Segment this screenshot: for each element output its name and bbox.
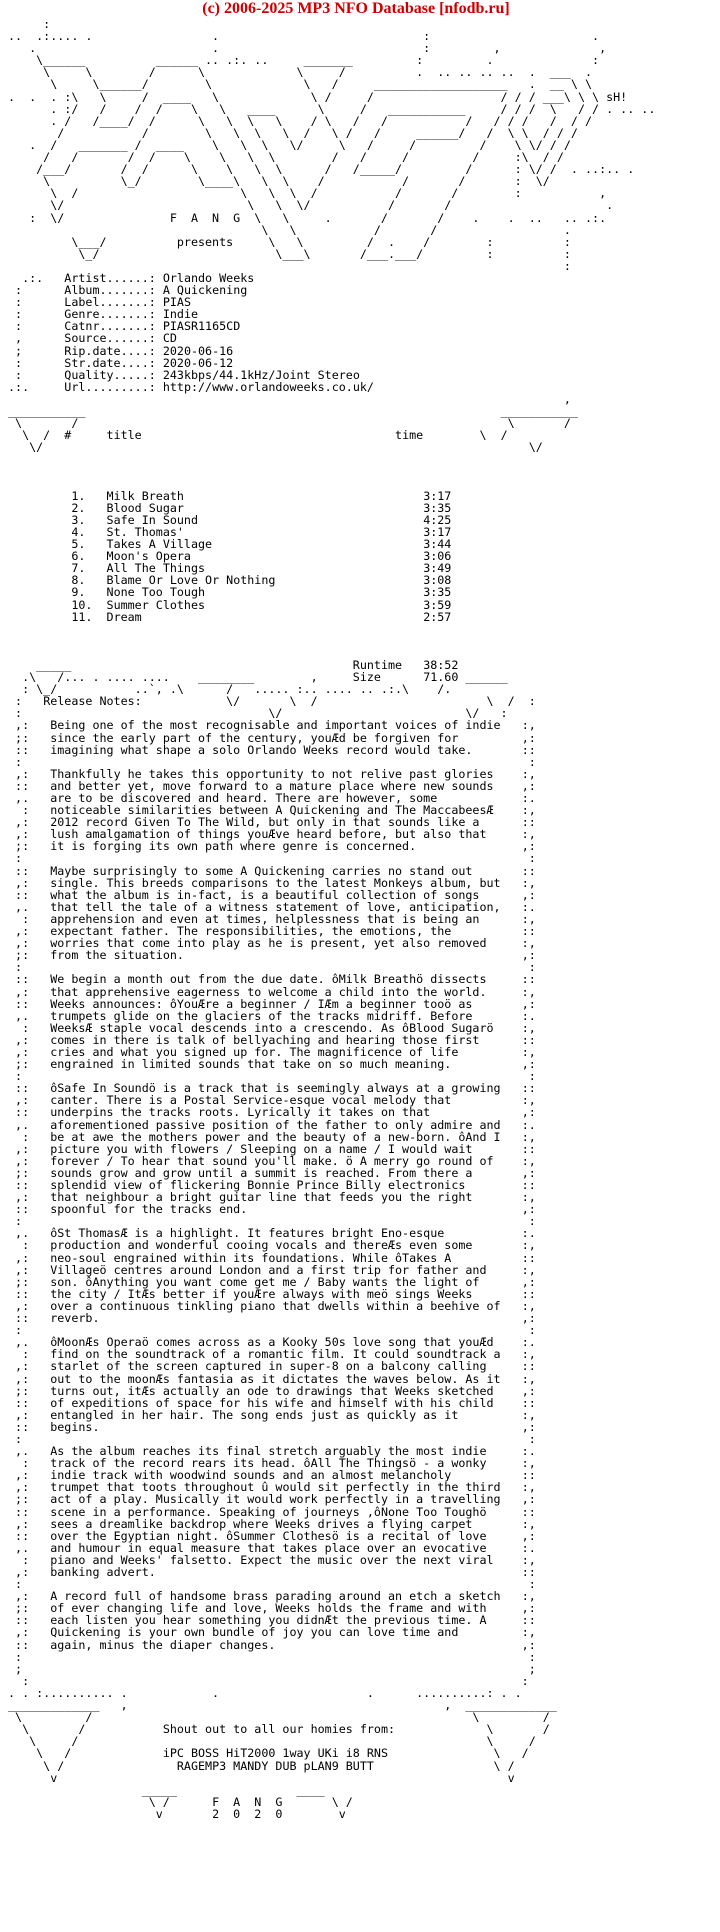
track-time: 3:17 <box>423 488 452 503</box>
track-time: 3:49 <box>423 561 452 576</box>
release-notes-line: out to the moonÆs fantasia as it dictates the waves below. As it <box>50 1371 501 1386</box>
release-notes-paragraph: ,: A record full of handsome brass parading around an etch a sketch :, ;: of ever changing life and love, Weeks holds the frame and with ,: :: each listen you hear something you didnÆt the previous time. A :: ,: Quickening is your own bundle of joy you can love time and :, :: again, minus the diaper changes. ,: <box>8 1589 536 1652</box>
info-label-genre: Genre.......: <box>64 307 156 322</box>
release-notes-line: and humour in equal measure that takes place over an evocative <box>50 1540 487 1555</box>
track-number: 5. <box>71 537 107 552</box>
info-value-album: A Quickening <box>162 283 248 298</box>
release-notes-line: As the album reaches its final stretch arguably the most indie <box>50 1444 487 1459</box>
info-label-artist: Artist......: <box>64 270 156 285</box>
track-row <box>8 610 451 624</box>
signature-name: F A N G <box>212 1794 283 1809</box>
release-notes-line: splendid view of flickering Bonnie Prince Billy electronics <box>50 1178 466 1192</box>
tracklist-header-title: title <box>106 428 142 443</box>
release-notes-paragraph: ,: Thankfully he takes this opportunity to not relive past glories :, :: and better yet, move forward to a mature place where new sounds ,: ,. are to be discovered and heard. There are however, some :. : noticeable similarities between A Quickening and The MaccabeesÆ :, ,: 2012 record Given To The Wild, but only in that sounds like a :: ,: lush amalgamation of things youÆve heard before, but also that :, ;: it is forging its own path where genre is concerned. ,: <box>8 766 536 854</box>
release-notes-line: it is forging its own path where genre is concerned. <box>50 839 417 854</box>
release-notes-line: ôSt ThomasÆ is a highlight. It features bright Eno-esque <box>50 1226 445 1241</box>
signature-year: 2 0 2 0 <box>212 1806 283 1821</box>
track-number: 1. <box>71 488 107 503</box>
track-time: 3:35 <box>423 585 452 600</box>
release-notes-line: and better yet, move forward to a mature place where new sounds <box>50 778 494 793</box>
size-label: Size <box>352 670 381 685</box>
release-notes-line: begins. <box>50 1419 100 1434</box>
track-time: 3:44 <box>423 537 452 552</box>
track-time: 3:06 <box>423 549 452 564</box>
track-title: Summer Clothes <box>106 597 424 612</box>
release-notes-line: banking advert. <box>50 1565 156 1579</box>
info-value-catnr: PIASR1165CD <box>162 319 241 334</box>
track-title: Blood Sugar <box>106 500 424 515</box>
release-notes-line: sounds grow and grow until a summit is reached. From there a <box>50 1165 473 1180</box>
release-notes-paragraph: :: We begin a month out from the due date. ôMilk Breathö dissects :: ,: that apprehensive eagerness to welcome a child into the world. :, :: Weeks announces: ôYouÆre a beginner / IÆm a beginner tooö as ,: ,. trumpets glide on the glaciers of the tracks midriff. Before :. : WeeksÆ staple vocal descends into a crescendo. As ôBlood Sugarö :, ,: comes in there is talk of bellyaching and hearing those first :: ,: cries and what you signed up for. The magnificence of life :, ;: engrained in limited sounds that take on so much meaning. ,: <box>8 972 536 1072</box>
release-notes-line: WeeksÆ staple vocal descends into a crescendo. As ôBlood Sugarö <box>50 1020 494 1035</box>
release-notes-paragraph: ,. As the album reaches its final stretch arguably the most indie :. : track of the record rears its head. ôAll The Thingsö - a wonky :, ,: indie track with woodwind sounds and an almost melancholy :: ,: trumpet that toots throughout û would sit perfectly in the third :, ;: act of a play. Musically it would work perfectly in a travelling ,: :: scene in a performance. Speaking of journeys ,ôNone Too Toughö :: ,: sees a dreamlike backdrop where Weeks drives a flying carpet :, :: over the Egyptian night. ôSummer Clothesö is a recital of love ,: ,. and humour in equal measure that takes place over an evocative :. : piano and Weeks' falsetto. Expect the music over the next viral :, ,: banking advert. :: <box>8 1444 536 1579</box>
track-number: 9. <box>71 585 107 600</box>
track-number: 2. <box>71 500 107 515</box>
track-title: Dream <box>106 609 424 624</box>
info-label-url: Url.........: <box>64 379 156 394</box>
track-number: 3. <box>71 512 107 527</box>
release-notes-line: A record full of handsome brass parading around an etch a sketch <box>50 1589 501 1604</box>
tracklist-header-time: time <box>395 428 424 443</box>
release-notes-line: track of the record rears its head. ôAll The Thingsö - a wonky <box>50 1456 487 1471</box>
info-value-url: http://www.orlandoweeks.co.uk/ <box>162 379 374 394</box>
track-number: 4. <box>71 524 107 539</box>
track-time: 3:59 <box>423 597 452 612</box>
shout-out-text: Shout out to all our homies from: <box>162 1722 396 1737</box>
release-notes-line: son. ôAnything you want come get me / Baby wants the light of <box>50 1274 480 1289</box>
release-notes-line: cries and what you signed up for. The magnificence of life <box>50 1044 459 1059</box>
release-notes-line: ôSafe In Soundö is a track that is seemingly always at a growing <box>50 1081 501 1096</box>
release-notes-line: be at awe the mothers power and the beauty of a new-born. ôAnd I <box>50 1129 501 1144</box>
release-notes-line: comes in there is talk of bellyaching and hearing those first <box>50 1032 480 1047</box>
info-value-source: CD <box>162 331 177 346</box>
release-notes-line: spoonful for the tracks end. <box>50 1202 248 1217</box>
release-notes-paragraph: :: Maybe surprisingly to some A Quickening carries no stand out :: ,: single. This breeds comparisons to the latest Monkeys album, but :, :: what the album is in-fact, is a beautiful collection of songs ,: ,. that tell the tale of a witness statement of love, anticipation, :. : apprehension and even at times, helplessness that is being an :, ,: expectant father. The responsibilities, the emotions, the :: ,: worries that come into play as he is present, yet also removed :, ;: from the situation. ,: <box>8 863 536 963</box>
release-notes-line: canter. There is a Postal Service-esque vocal melody that <box>50 1093 452 1108</box>
info-label-source: Source......: <box>64 331 156 346</box>
track-title: Moon's Opera <box>106 549 424 564</box>
groups-line-2: RAGEMP3 MANDY DUB pLAN9 BUTT <box>176 1758 374 1773</box>
info-label-album: Album.......: <box>64 283 156 298</box>
release-notes-line: lush amalgamation of things youÆve heard before, but also that <box>50 827 487 842</box>
info-value-artist: Orlando Weeks <box>162 270 255 285</box>
track-number: 11. <box>71 609 107 624</box>
track-time: 4:25 <box>423 512 452 527</box>
runtime-label: Runtime <box>352 657 403 672</box>
release-notes-line: apprehension and even at times, helplessness that is being an <box>50 911 480 926</box>
release-notes-line: are to be discovered and heard. There are however, some <box>50 791 438 805</box>
release-notes-line: We begin a month out from the due date. ôMilk Breathö dissects <box>50 972 487 987</box>
track-title: All The Things <box>106 561 424 576</box>
track-title: Milk Breath <box>106 488 424 503</box>
info-value-label: PIAS <box>162 295 191 310</box>
release-notes-line: aforementioned passive position of the father to only admire and <box>50 1117 501 1132</box>
release-notes-line: what the album is in-fact, is a beautiful collection of songs <box>50 887 480 902</box>
release-notes-line: sees a dreamlike backdrop where Weeks drives a flying carpet <box>50 1516 473 1531</box>
track-time: 2:57 <box>423 609 452 624</box>
info-label-ripdate: Rip.date....: <box>64 343 156 358</box>
info-value-strdate: 2020-06-12 <box>162 355 234 370</box>
track-number: 7. <box>71 561 107 576</box>
track-number: 10. <box>71 597 107 612</box>
release-notes-line: of ever changing life and love, Weeks holds the frame and with <box>50 1601 487 1616</box>
track-number: 8. <box>71 573 107 588</box>
track-title: Takes A Village <box>106 537 424 552</box>
track-title: Blame Or Love Or Nothing <box>106 573 424 588</box>
release-notes-line: Thankfully he takes this opportunity to not relive past glories <box>50 766 494 781</box>
release-notes-paragraph: ,. ôSt ThomasÆ is a highlight. It features bright Eno-esque :. : production and wonderful cooing vocals and thereÆs even some :, ,: neo-soul engrained within its foundations. While ôTakes A :: ,: Villageö centres around London and a first trip for father and :, ;: son. ôAnything you want come get me / Baby wants the light of ,: :: the city / ItÆs better if youÆre always with meö sings Weeks :: ,: over a continuous tinkling piano that dwells within a beehive of :, :: reverb. ,: <box>8 1226 536 1326</box>
release-notes-paragraph: ,: Being one of the most recognisable and important voices of indie :, ;: since the early part of the century, youÆd be forgiven for ,: :: imagining what shape a solo Orlando Weeks record would take. :: <box>8 718 536 757</box>
release-notes-line: scene in a performance. Speaking of journeys ,ôNone Too Toughö <box>50 1504 487 1519</box>
release-notes-line: production and wonderful cooing vocals and thereÆs even some <box>50 1238 473 1253</box>
release-notes-line: the city / ItÆs better if youÆre always with meö sings Weeks <box>50 1286 473 1301</box>
info-label-strdate: Str.date....: <box>64 355 156 370</box>
release-notes-line: starlet of the screen captured in super-8 on a balcony calling <box>50 1359 487 1374</box>
runtime-value: 38:52 <box>423 657 459 672</box>
info-value-quality: 243kbps/44.1kHz/Joint Stereo <box>162 367 360 382</box>
release-notes-line: picture you with flowers / Sleeping on a name / I would wait <box>50 1141 473 1156</box>
release-notes-line: Weeks announces: ôYouÆre a beginner / IÆm a beginner tooö as <box>50 996 473 1011</box>
track-title: St. Thomas' <box>106 524 424 539</box>
release-notes-line: that tell the tale of a witness statement of love, anticipation, <box>50 899 501 914</box>
release-notes-line: worries that come into play as he is present, yet also removed <box>50 936 487 951</box>
release-notes-paragraph: ,. ôMoonÆs Operaö comes across as a Kooky 50s love song that youÆd :. : find on the soundtrack of a romantic film. It could soundtrack a :, ,: starlet of the screen captured in super-8 on a balcony calling :: ,: out to the moonÆs fantasia as it dictates the waves below. As it :, ;: turns out, itÆs actually an ode to drawings that Weeks sketched ,: :: of expeditions of space for his wife and himself with his child :: ,: entangled in her hair. The song ends just as quickly as it :, :: begins. ,: <box>8 1335 536 1434</box>
release-notes-line: neo-soul engrained within its foundations. While ôTakes A <box>50 1250 452 1265</box>
groups-line-1: iPC BOSS HiT2000 1way UKi i8 RNS <box>162 1746 388 1761</box>
release-notes-line: Maybe surprisingly to some A Quickening carries no stand out <box>50 863 473 878</box>
release-notes-line: over the Egyptian night. ôSummer Clothesö is a recital of love <box>50 1528 487 1543</box>
release-notes-line: trumpets glide on the glaciers of the tracks midriff. Before <box>50 1008 473 1023</box>
release-notes-line: 2012 record Given To The Wild, but only in that sounds like a <box>50 815 480 830</box>
copyright-header: (c) 2006-2025 MP3 NFO Database [nfodb.ru] <box>202 0 510 17</box>
release-notes-line: trumpet that toots throughout û would sit perfectly in the third <box>50 1480 501 1495</box>
track-title: None Too Tough <box>106 585 424 600</box>
info-label-catnr: Catnr.......: <box>64 319 156 334</box>
info-value-genre: Indie <box>162 307 199 322</box>
tracklist-header-number: # <box>64 428 72 443</box>
release-notes-line: over a continuous tinkling piano that dwells within a beehive of <box>50 1298 501 1313</box>
release-notes-paragraph: :: ôSafe In Soundö is a track that is seemingly always at a growing :: ,: canter. There is a Postal Service-esque vocal melody that :, :: underpins the tracks roots. Lyrically it takes on that ,: ,. aforementioned passive position of the father to only admire and :. : be at awe the mothers power and the beauty of a new-born. ôAnd I :, ,: picture you with flowers / Sleeping on a name / I would wait :: ,: forever / To hear that sound you'll make. ö A merry go round of :, ;: sounds grow and grow until a summit is reached. From there a ,: :: splendid view of flickering Bonnie Prince Billy electronics :: ,: that neighbour a bright guitar line that feeds you the right :, :: spoonful for the tracks end. ,: <box>8 1081 536 1217</box>
release-notes-line: imagining what shape a solo Orlando Weeks record would take. <box>50 742 473 757</box>
track-time: 3:35 <box>423 500 452 515</box>
track-title: Safe In Sound <box>106 512 424 527</box>
release-notes-line: engrained in limited sounds that take on so much meaning. <box>50 1057 452 1072</box>
release-notes-line: reverb. <box>50 1311 100 1326</box>
track-time: 3:17 <box>423 524 452 539</box>
release-notes-line: Quickening is your own bundle of joy you can love time and <box>50 1625 459 1640</box>
release-notes-line: entangled in her hair. The song ends just as quickly as it <box>50 1407 459 1422</box>
release-notes-heading: Release Notes: <box>43 694 142 709</box>
size-value: 71.60 <box>423 670 459 685</box>
release-notes-line: from the situation. <box>50 948 184 963</box>
release-notes-line: forever / To hear that sound you'll make. ö A merry go round of <box>50 1153 494 1168</box>
release-notes-line: that apprehensive eagerness to welcome a child into the world. <box>50 984 487 999</box>
release-notes-line: piano and Weeks' falsetto. Expect the music over the next viral <box>50 1552 494 1567</box>
info-label-quality: Quality.....: <box>64 367 156 382</box>
release-notes-line: since the early part of the century, youÆd be forgiven for <box>50 730 459 745</box>
release-notes-line: again, minus the diaper changes. <box>50 1637 276 1652</box>
release-notes-line: act of a play. Musically it would work perfectly in a travelling <box>50 1492 501 1507</box>
info-value-ripdate: 2020-06-16 <box>162 343 234 358</box>
nfo-text: : .. .:.... . . : . . . : , , \______ ______ .. .:. .. _______ : . : \ \ / \ \ / . .. .. .. .. . ___ . \ \______/ \ \ / ___________________ . __ \ \ . . . :\ \ / ____ \ \ / / / / / ___\ \ \ sH! . :/ / / / \ \ ____ \ / ___________ / / / \ / / . .. .. . / /____/ / \ \ \ \ / \ / / / / / / / / / / / \ \ \ \ / \ / / ______/ / \ \ / / / . / _______ / ____ \ \ \ \/ \ / / / \ \/ / / / / / / \ \ \ \ / / / / :\ / / /___/ / / \ \ \ \ / /_____/ / : \/ / . ..:.. . \ \_/ \____\ \ \ / / / : \/ \ / \ \ \ / / / : , \/ \ \ \/ / / . : \/ F A N G \ \ . / / . . .. .. .:. \ \ / / . \___/ presents \ \ / . / : : \_/ \___\ /___.___/ : : : .:. Artist......: Orlando Weeks : Album.......: A Quickening : Label.......: PIAS : Genre.......: Indie : Catnr.......: PIASR1165CD , Source......: CD ; Rip.date....: 2020-06-16 : Str.date....: 2020-06-12 : Quality.....: 243kbps/44.1kHz/Joint Stereo .:. Url.........: http://www.orlandoweeks.co.uk/ , ___________ ___________ \ / \ / \ / # title time \ / \/ \/ 1. Milk Breath 3:17 2. Blood Sugar 3:35 3. Safe In Sound 4:25 4. St. Thomas' 3:17 5. Takes A Village 3:44 6. Moon's Opera 3:06 7. All The Things 3:49 8. Blame Or Love Or Nothing 3:08 9. None Too Tough 3:35 10. Summer Clothes 3:59 11. Dream 2:57 _____ Runtime 38:52 .\ /... . .... .... ________ , Size 71.60 ______ : \_/ ..`, .\ / ..... :.. .... .. .:.\ /. : Release Notes: \/ \ / \ / : : \/ \/ : ,: Being one of the most recognisable and important voices of indie :, ;: since the early part of the century, youÆd be forgiven for ,: :: imagining what shape a solo Orlando Weeks record would take. :: : : ,: Thankfully he takes this opportunity to not relive past glories :, :: and better yet, move forward to a mature place where new sounds ,: ,. are to be discovered and heard. There are however, some :. : noticeable similarities between A Quickening and The MaccabeesÆ :, ,: 2012 record Given To The Wild, but only in that sounds like a :: ,: lush amalgamation of things youÆve heard before, but also that :, ;: it is forging its own path where genre is concerned. ,: : : :: Maybe surprisingly to some A Quickening carries no stand out :: ,: single. This breeds comparisons to the latest Monkeys album, but :, :: what the album is in-fact, is a beautiful collection of songs ,: ,. that tell the tale of a witness statement of love, anticipation, :. : apprehension and even at times, helplessness that is being an :, ,: expectant father. The responsibilities, the emotions, the :: ,: worries that come into play as he is present, yet also removed :, ;: from the situation. ,: : : :: We begin a month out from the due date. ôMilk Breathö dissects :: ,: that apprehensive eagerness to welcome a child into the world. :, :: Weeks announces: ôYouÆre a beginner / IÆm a beginner tooö as ,: ,. trumpets glide on the glaciers of the tracks midriff. Before :. : WeeksÆ staple vocal descends into a crescendo. As ôBlood Sugarö :, ,: comes in there is talk of bellyaching and hearing those first :: ,: cries and what you signed up for. The magnificence of life :, ;: engrained in limited sounds that take on so much meaning. ,: : : :: ôSafe In Soundö is a track that is seemingly always at a growing :: ,: canter. There is a Postal Service-esque vocal melody that :, :: underpins the tracks roots. Lyrically it takes on that ,: ,. aforementioned passive position of the father to only admire and :. : be at awe the mothers power and the beauty of a new-born. ôAnd I :, ,: picture you with flowers / Sleeping on a name / I would wait :: ,: forever / To hear that sound you'll make. ö A merry go round of :, ;: sounds grow and grow until a summit is reached. From there a ,: :: splendid view of flickering Bonnie Prince Billy electronics :: ,: that neighbour a bright guitar line that feeds you the right :, :: spoonful for the tracks end. ,: : : ,. ôSt ThomasÆ is a highlight. It features bright Eno-esque :. : production and wonderful cooing vocals and thereÆs even some :, ,: neo-soul engrained within its foundations. While ôTakes A :: ,: Villageö centres around London and a first trip for father and :, ;: son. ôAnything you want come get me / Baby wants the light of ,: :: the city / ItÆs better if youÆre always with meö sings Weeks :: ,: over a continuous tinkling piano that dwells within a beehive of :, :: reverb. ,: : : ,. ôMoonÆs Operaö comes across as a Kooky 50s love song that youÆd :. : find on the soundtrack of a romantic film. It could soundtrack a :, ,: starlet of the screen captured in super-8 on a balcony calling :: ,: out to the moonÆs fantasia as it dictates the waves below. As it :, ;: turns out, itÆs actually an ode to drawings that Weeks sketched ,: :: of expeditions of space for his wife and himself with his child :: ,: entangled in her hair. The song ends just as quickly as it :, :: begins. ,: : : ,. As the album reaches its final stretch arguably the most indie :. : track of the record rears its head. ôAll The Thingsö - a wonky :, ,: indie track with woodwind sounds and an almost melancholy :: ,: trumpet that toots throughout û would sit perfectly in the third :, ;: act of a play. Musically it would work perfectly in a travelling ,: :: scene in a performance. Speaking of journeys ,ôNone Too Toughö :: ,: sees a dreamlike backdrop where Weeks drives a flying carpet :, :: over the Egyptian night. ôSummer Clothesö is a recital of love ,: ,. and humour in equal measure that takes place over an evocative :. : piano and Weeks' falsetto. Expect the music over the next viral :, ,: banking advert. :: : : ,: A record full of handsome brass parading around an etch a sketch :, ;: of ever changing life and love, Weeks holds the frame and with ,: :: each listen you hear something you didnÆt the previous time. A :: ,: Quickening is your own bundle of joy you can love time and :, :: again, minus the diaper changes. ,: : : ; ; : : . . :.......... . . . ..........: . . _____________ , , _____________ \ / \ / \ / Shout out to all our homies from: \ / \ / \ / \ / iPC BOSS HiT2000 1way UKi i8 RNS \ / \ / RAGEMP3 MANDY DUB pLAN9 BUTT \ / v v _____ ____ \ / F A N G \ / v 2 0 2 0 v <box>8 17 656 1821</box>
release-notes-line: Villageö centres around London and a first trip for father and <box>50 1262 487 1277</box>
info-label-label: Label.......: <box>64 295 156 310</box>
release-notes-line: single. This breeds comparisons to the latest Monkeys album, but <box>50 875 501 890</box>
release-notes-line: expectant father. The responsibilities, the emotions, the <box>50 924 452 939</box>
release-notes-line: of expeditions of space for his wife and himself with his child <box>50 1395 494 1410</box>
fang-ascii-logo: : .. .:.... . . : . . . : , , \______ ______ .. .:. .. _______ : . : \ \ / \ \ / . .. .. .. .. . ___ . \ \______/ \ \ / ___________________ . __ \ \ . . . :\ \ / ____ \ \ / / / / / ___\ \ \ sH! . :/ / / / \ \ ____ \ / ___________ / / / \ / / . .. .. . / /____/ / \ \ \ \ / \ / / / / / / / / / / / \ \ \ \ / \ / / ______/ / \ \ / / / . / _______ / ____ \ \ \ \/ \ / / / \ \/ / / / / / / \ \ \ \ / / / / :\ / / /___/ / / \ \ \ \ / /_____/ / : \/ / . ..:.. . \ \_/ \____\ \ \ / / / : \/ \ / \ \ \ / / / : , \/ \ \ \/ / / . : \/ F A N G \ \ . / / . . .. .. .:. \ \ / / . \___/ presents \ \ / . / : : \_/ \___\ /___.___/ : : : <box>8 17 656 273</box>
release-notes-line: Being one of the most recognisable and important voices of indie <box>50 718 501 733</box>
release-notes-line: indie track with woodwind sounds and an almost melancholy <box>50 1468 452 1483</box>
track-number: 6. <box>71 549 107 564</box>
release-notes-line: ôMoonÆs Operaö comes across as a Kooky 50s love song that youÆd <box>50 1335 494 1350</box>
release-notes-line: underpins the tracks roots. Lyrically it takes on that <box>50 1105 431 1120</box>
track-time: 3:08 <box>423 573 452 588</box>
release-notes-line: turns out, itÆs actually an ode to drawings that Weeks sketched <box>50 1383 494 1398</box>
release-notes-line: each listen you hear something you didnÆt the previous time. A <box>50 1613 487 1628</box>
release-notes-line: that neighbour a bright guitar line that feeds you the right <box>50 1190 473 1205</box>
release-notes-line: noticeable similarities between A Quickening and The MaccabeesÆ <box>50 803 494 818</box>
release-notes-line: find on the soundtrack of a romantic film. It could soundtrack a <box>50 1347 501 1362</box>
